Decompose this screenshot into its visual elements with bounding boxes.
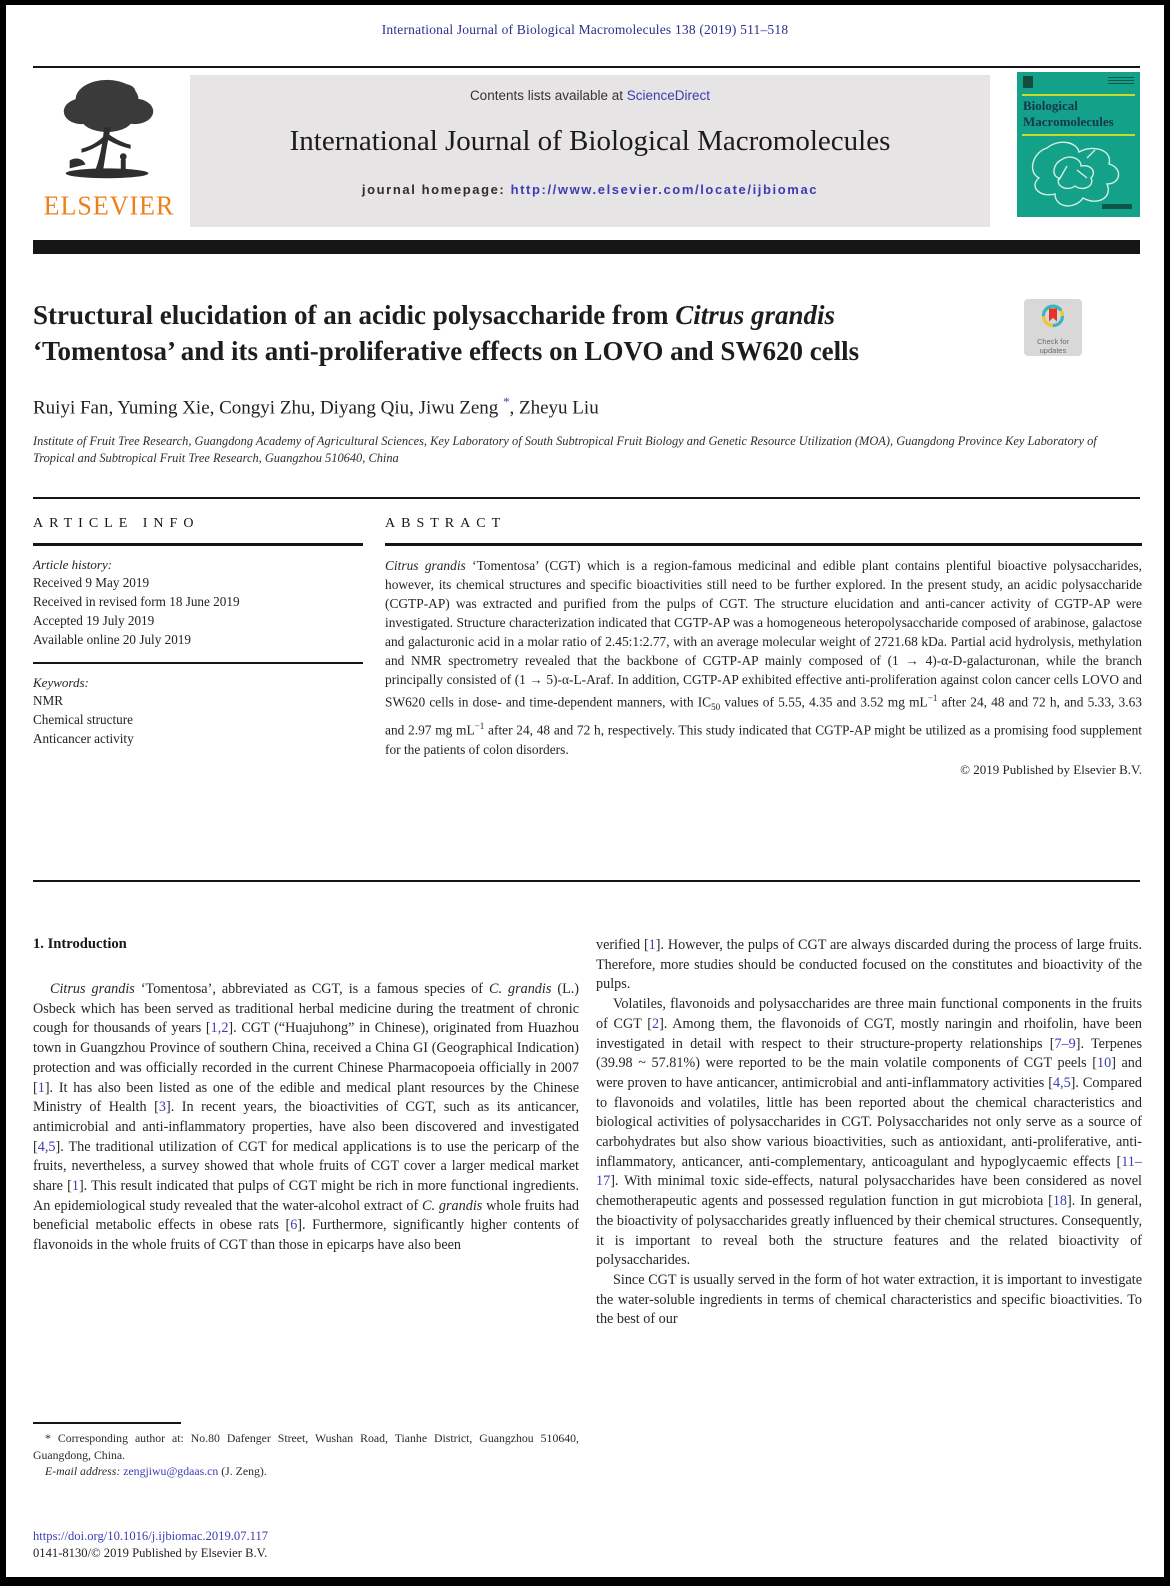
contents-lists-line (190, 88, 990, 103)
text-segment: ‘Tomentosa’, abbreviated as CGT, is a famous species of (134, 981, 489, 997)
head-separator-rule (33, 497, 1140, 499)
journal-cover-thumbnail[interactable] (1017, 72, 1140, 217)
footnote-rule (33, 1422, 181, 1424)
corresponding-author-note (33, 1430, 579, 1463)
text-segment: Citrus grandis (385, 558, 466, 573)
abstract-text (385, 556, 1142, 759)
citation-ref[interactable]: 18 (1052, 1193, 1068, 1210)
keyword-item: Chemical structure (33, 712, 133, 727)
issn-copyright-line: 0141-8130/© 2019 Published by Elsevier B.V. (33, 1546, 268, 1560)
text-segment: ]. However, the pulps of CGT are always discarded during the process of large fruits. Therefore, more studies should be conducted focused on the constitutes and bioactivity of the pulps. (596, 937, 1142, 993)
badge-label-line2: updates (1039, 345, 1067, 355)
article-history-list (33, 573, 363, 649)
intro-paragraph-1 (33, 980, 579, 1256)
article-info-heading: ARTICLE INFO (33, 516, 200, 531)
article-info-rule (33, 543, 363, 546)
intro-paragraph-3 (596, 995, 1142, 1271)
text-segment: Since CGT is usually served in the form of hot water extraction, it is important to investigate the water-soluble ingredients in terms of chemical characteristics and specific bioactivities. To the best of our (596, 1271, 1142, 1328)
citation-ref[interactable]: 7–9 (1054, 1035, 1076, 1052)
affiliation: Institute of Fruit Tree Research, Guangdong Academy of Agricultural Sciences, Key Laboratory of South Subtropical Fruit Biology and Genetic Resource Utilization (MOA), Guangdong Province Key Laboratory of Tropical and Subtropical Fruit Tree Research, Guangzhou 510640, China (33, 434, 1097, 465)
body-right-column (596, 936, 1142, 1330)
text-segment: values of 5.55, 4.35 and 3.52 mg mL (720, 694, 928, 710)
text-segment: whole fruits had beneficial metabolic effects in obese rats [ (33, 1197, 579, 1234)
text-segment: Citrus grandis (50, 981, 135, 997)
contents-lists-text: Contents lists available at (469, 88, 627, 103)
text-segment: after 24, 48 and 72 h, and 5.33, 3.63 and 2.97 mg mL (385, 694, 1142, 738)
author-list (33, 394, 1033, 419)
cover-logo-glyph (1023, 76, 1033, 88)
text-segment: E-mail address: (45, 1464, 124, 1478)
text-segment: −1 (474, 721, 485, 732)
citation-ref[interactable]: 10 (1097, 1055, 1112, 1072)
copyright-line: © 2019 Published by Elsevier B.V. (960, 761, 1142, 777)
citation-ref[interactable]: 11–17 (596, 1153, 1142, 1190)
text-segment: * (503, 394, 510, 409)
article-history-item: Received 9 May 2019 (33, 575, 150, 590)
article-history-item: Received in revised form 18 June 2019 (33, 594, 240, 609)
journal-banner (190, 75, 990, 227)
keywords-separator-rule (33, 662, 363, 664)
text-segment: ]. With minimal toxic side-effects, natural polysaccharides have been considered as novel chemotherapeutic agents and possessed regulation function in gut microbiota [ (596, 1173, 1142, 1210)
homepage-label: journal homepage: (361, 182, 511, 197)
journal-homepage-line (190, 182, 990, 197)
cover-title-line1: Biological (1023, 98, 1078, 113)
citation-ref[interactable]: 6 (290, 1217, 298, 1234)
article-history-item: Accepted 19 July 2019 (33, 613, 155, 628)
article-history-item: Available online 20 July 2019 (33, 632, 191, 647)
elsevier-tree-icon (50, 74, 168, 192)
text-segment: ]. In general, the bioactivity of polysaccharides greatly influenced by their chemical structures. Consequently, it is important to reveal both the structure features and the related bioactivity of polysaccharides. (596, 1193, 1142, 1269)
text-segment: ]. Furthermore, significantly higher contents of flavonoids in the whole fruits of CGT than those in epicarps have also been (33, 1217, 579, 1254)
homepage-url-link[interactable]: http://www.elsevier.com/locate/ijbiomac (510, 182, 819, 197)
check-for-updates-icon (1035, 301, 1071, 335)
text-segment: Structural elucidation of an acidic polysaccharide from (33, 300, 676, 330)
text-segment: 50 (711, 702, 721, 713)
email-address-line (33, 1463, 579, 1480)
citation-ref[interactable]: 3 (158, 1099, 166, 1116)
text-segment: (L.) Osbeck which has been served as traditional herbal medicine during the treatment of chronic cough for thousands of years [ (33, 981, 580, 1037)
text-segment: after 24, 48 and 72 h, respectively. This study indicated that CGTP-AP might be utilized as a promising food supplement for the patients of colon disorders. (385, 722, 1142, 757)
cover-footer-bar (1102, 204, 1132, 209)
text-segment: ‘Tomentosa’ and its anti-proliferative effects on LOVO and SW620 cells (33, 336, 860, 366)
elsevier-logo[interactable] (34, 74, 184, 226)
intro-paragraph-4 (596, 1271, 1142, 1330)
text-segment: −1 (927, 693, 938, 703)
keywords-label: Keywords: (33, 675, 89, 690)
badge-label-line1: Check for (1036, 337, 1070, 346)
abstract-rule (385, 543, 1142, 546)
intro-paragraph-2 (596, 936, 1142, 995)
doi-link[interactable]: https://doi.org/10.1016/j.ijbiomac.2019.07.117 (33, 1529, 269, 1543)
cover-header-lines (1108, 77, 1134, 85)
footnote-block (33, 1422, 579, 1480)
text-segment: ]. The traditional utilization of CGT for medical applications is to use the pericarp of the fruits, nevertheless, a survey showed that whole fruits of CGT cover a larger medical market share [ (33, 1138, 579, 1195)
text-segment: C. grandis (422, 1197, 483, 1214)
cover-title-line2: Macromolecules (1023, 114, 1114, 129)
elsevier-wordmark: ELSEVIER (43, 190, 175, 221)
text-segment: , Zheyu Liu (509, 397, 599, 419)
text-segment: Volatiles, flavonoids and polysaccharides are three main functional components in the fruits of CGT [ (596, 996, 1142, 1032)
body-left-column (33, 936, 579, 1256)
abstract-bottom-rule (33, 880, 1140, 882)
sciencedirect-link[interactable]: ScienceDirect (626, 88, 711, 103)
journal-title: International Journal of Biological Macromolecules (289, 125, 891, 157)
cover-rule-top (1022, 94, 1135, 96)
text-segment: ]. This result indicated that pulps of CGT might be rich in more functional ingredients. An epidemiological study revealed that the water-alcohol extract of (33, 1178, 579, 1214)
abstract-heading: ABSTRACT (385, 516, 507, 531)
citation-ref[interactable]: 4,5 (1052, 1074, 1071, 1091)
link[interactable]: zengjiwu@gdaas.cn (123, 1464, 219, 1478)
citation-ref[interactable]: 1 (648, 937, 656, 953)
text-segment: ‘Tomentosa’ (CGT) which is a region-famous medicinal and edible plant contains plentiful bioactive polysaccharides, however, its chemical structures and specific bioactivities still need to be further explored. In the present study, an acidic polysaccharide (CGTP-AP) was extracted and purified from the pulps of CGT. The structure elucidation and anti-cancer activity of CGTP-AP were investigated. Structure characterization indicated that CGTP-AP was a homogeneous heteropolysaccharide composed of arabinose, galactose and galacturonic acid in a molar ratio of 2.45:1:2.77, with an average molecular weight of 2721.68 kDa. Partial acid hydrolysis, methylation and NMR spectrometry revealed that the backbone of CGTP-AP mainly composed of (1 → 4)-α-D-galacturonan, while the branch principally consisted of (1 → 5)-α-L-Araf. In addition, CGTP-AP exhibited effective anti-proliferation against colon cancer cells LOVO and SW620 cells in dose- and time-dependent manners, with IC (385, 558, 1142, 710)
introduction-heading: 1. Introduction (33, 936, 127, 952)
keyword-item: Anticancer activity (33, 731, 134, 746)
citation-ref[interactable]: 4,5 (37, 1138, 56, 1155)
text-segment: ] and were proven to have anticancer, antimicrobial and anti-inflammatory activities [ (596, 1055, 1142, 1091)
citation-ref[interactable]: 2 (651, 1015, 660, 1032)
citation-ref[interactable]: 1 (37, 1079, 45, 1096)
text-segment: ]. In recent years, the bioactivities of CGT, such as its anticancer, antimicrobial and anti-inflammatory properties, have also been discovered and investigated [ (33, 1099, 580, 1155)
text-segment: ]. Compared to flavonoids and volatiles, little has been reported about the chemical characteristics and biological activities of polysaccharides in CGT. Polysaccharides not only serve as a source of carbohydrates but also show various bioactivities, such as antioxidant, anti-proliferative, anti-inflammatory, anticancer, anti-complementary, anticoagulant and hypoglycaemic effects [ (596, 1074, 1142, 1170)
text-segment: ]. It has also been listed as one of the edible and medical plant resources by the Chinese Ministry of Health [ (33, 1079, 579, 1116)
text-segment: (J. Zeng). (218, 1464, 267, 1478)
text-segment: verified [ (596, 937, 649, 953)
citation-ref[interactable]: 1 (71, 1178, 79, 1195)
running-head-citation: International Journal of Biological Macromolecules 138 (2019) 511–518 (381, 22, 789, 37)
text-segment: ]. CGT (“Huajuhong” in Chinese), originated from Huazhou town in Guangzhou Province of southern China, received a China GI (Geographical Indication) protection and was officially recorded in the current Chinese Pharmacopoeia officially in 2007 [ (33, 1020, 579, 1096)
text-segment: * Corresponding author at: No.80 Dafenger Street, Wushan Road, Tianhe District, Guangzhou 510640, Guangdong, China. (33, 1431, 579, 1462)
text-segment: ]. Terpenes (39.98 ~ 57.81%) were reported to be the main volatile components of CGT peels [ (596, 1035, 1143, 1072)
article-history-label: Article history: (33, 557, 113, 572)
article-title (33, 297, 968, 369)
abstract-section (385, 516, 1142, 778)
text-segment: Citrus grandis (675, 300, 836, 330)
text-segment: C. grandis (488, 981, 552, 997)
footer-block (33, 1528, 268, 1562)
cover-journal-title (1023, 98, 1136, 130)
check-for-updates-label (1024, 338, 1082, 355)
check-for-updates-button[interactable] (1024, 299, 1082, 356)
keyword-item: NMR (33, 693, 64, 708)
header-black-bar (33, 240, 1140, 254)
keywords-list (33, 691, 363, 748)
article-info-section (33, 516, 363, 748)
citation-ref[interactable]: 1,2 (210, 1020, 229, 1037)
text-segment: ]. Among them, the flavonoids of CGT, mostly naringin and rhoifolin, have been investigated in detail with respect to their structure-property relationships [ (596, 1015, 1142, 1052)
header-top-rule (33, 66, 1140, 68)
text-segment: Ruiyi Fan, Yuming Xie, Congyi Zhu, Diyang Qiu, Jiwu Zeng (33, 397, 504, 419)
